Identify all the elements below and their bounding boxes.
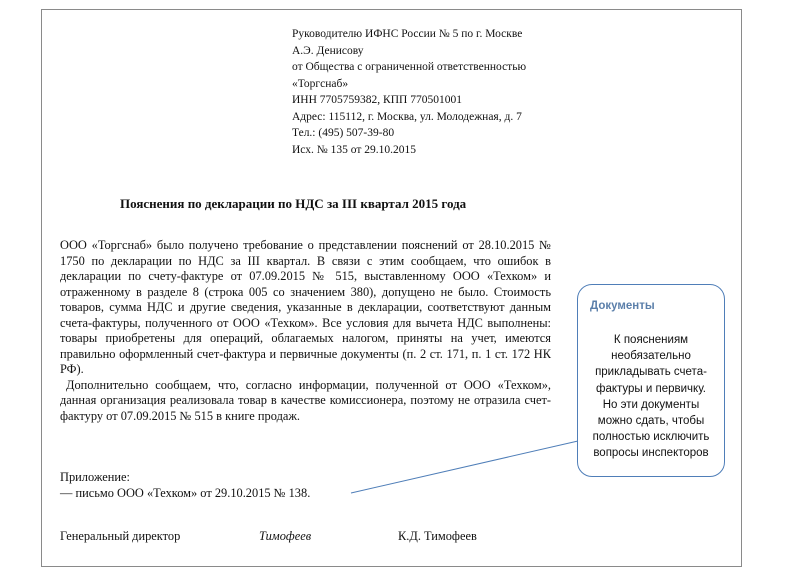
addressee-line: А.Э. Денисову [292, 44, 364, 57]
callout-title: Документы [590, 300, 655, 312]
callout-text [584, 332, 718, 462]
callout-line: прикладывать счета- [595, 366, 707, 379]
document-title: Пояснения по декларации по НДС за III квартал 2015 года [120, 196, 467, 211]
callout-line: Но эти документы [602, 398, 700, 411]
addressee-line: Тел.: (495) 507-39-80 [292, 127, 395, 139]
addressee-line: «Торгснаб» [292, 77, 349, 90]
addressee-line: Руководителю ИФНС России № 5 по г. Москве [292, 28, 523, 40]
callout-line: можно сдать, чтобы [597, 415, 705, 428]
body-paragraph-1: ООО «Торгснаб» было получено требование о представлении пояснений от 28.10.2015 № 1750 по декларации по НДС за III квартал. В связи с этим сообщаем, что ошибок в декларации по счету-фактуре от 07.09.2015 № 515, выставленному ООО «Техком» и отраженному в разделе 8 (строка 005 со значением 380), допущено не было. Стоимость товаров, сумма НДС и другие сведения, указанные в декларации, соответствуют данным счета-фактуры, полученного от ООО «Техком». Все условия для вычета НДС выполнены: товары приобретены для операций, облагаемых налогом, приняты на учет, имеются правильно оформленный счет-фактура и первичные документы (п. 2 ст. 171, п. 1 ст. 172 НК РФ). [60, 238, 551, 376]
signature-handwritten: Тимофеев [259, 529, 312, 543]
addressee-line: Адрес: 115112, г. Москва, ул. Молодежная, д. 7 [292, 110, 522, 123]
body-paragraph-2: Дополнительно сообщаем, что, согласно информации, полученной от ООО «Техком», данная организация реализовала товар в качестве комиссионера, поэтому не отразила счет-фактуру от 07.09.2015 № 515 в книге продаж. [60, 377, 551, 423]
callout-line: фактуры и первичку. [595, 382, 706, 395]
callout-line: необязательно [611, 350, 691, 363]
callout-pointer [351, 441, 578, 493]
signature-role: Генеральный директор [60, 529, 181, 543]
signature-name: К.Д. Тимофеев [398, 529, 477, 543]
attachment-item: — письмо ООО «Техком» от 29.10.2015 № 138. [60, 485, 311, 500]
documents-callout [577, 284, 725, 477]
attachment-label: Приложение: [60, 470, 130, 484]
callout-line: полностью исключить [592, 431, 710, 444]
addressee-line: ИНН 7705759382, КПП 770501001 [292, 94, 462, 106]
callout-line: К пояснениям [613, 334, 689, 346]
addressee-line: от Общества с ограниченной ответственностью [292, 61, 527, 73]
addressee-line: Исх. № 135 от 29.10.2015 [292, 143, 416, 156]
callout-line: вопросы инспекторов [593, 447, 709, 460]
